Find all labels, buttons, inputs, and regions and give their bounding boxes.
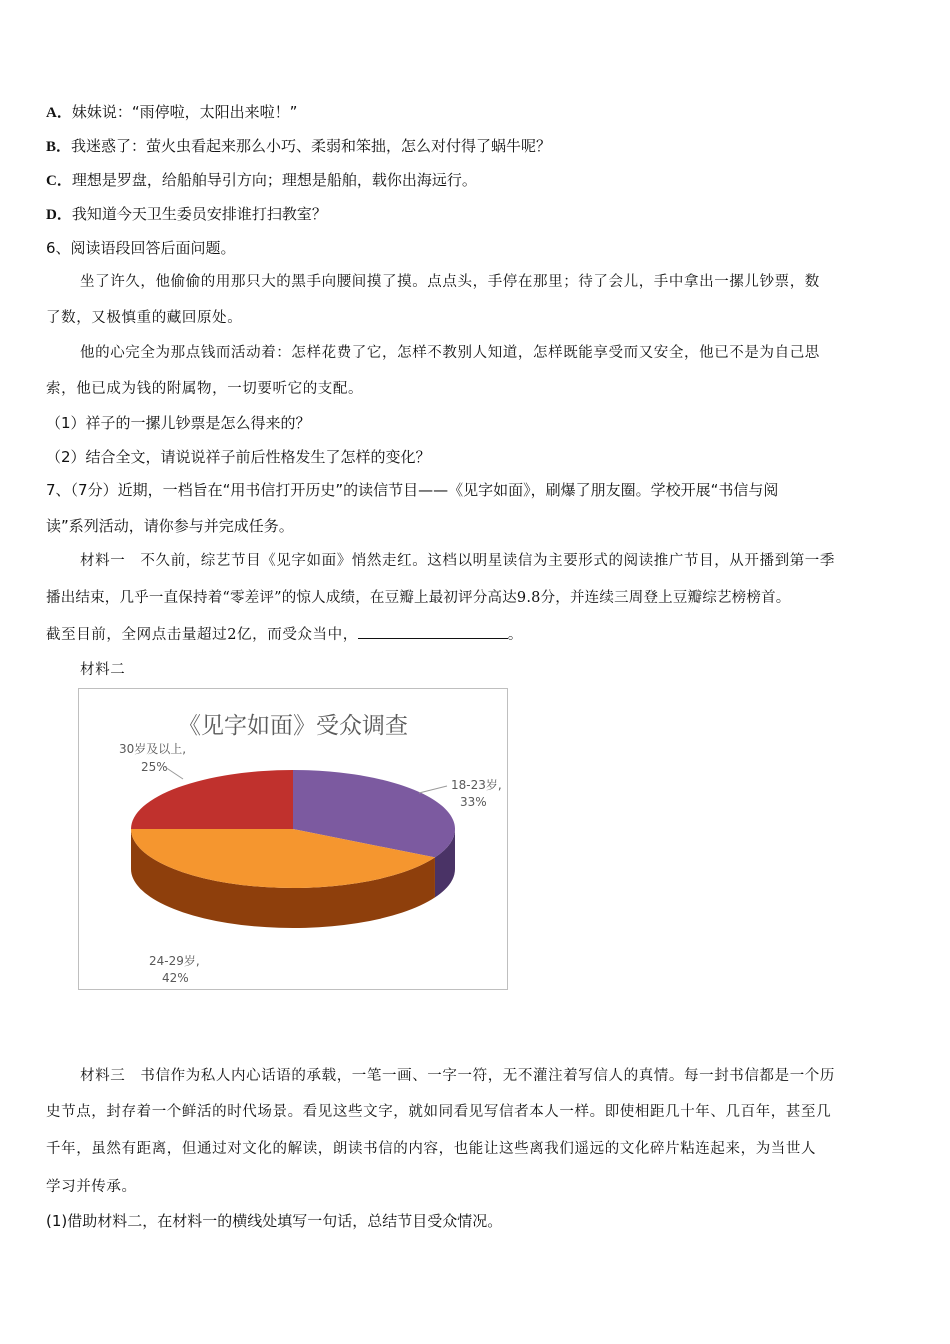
q6-para1-line1: 坐了许久，他偷偷的用那只大的黑手向腰间摸了摸。点点头，手停在那里；待了会儿，手中拿出一摞儿钞票，数 [80, 274, 820, 290]
option-a [46, 102, 908, 123]
q7-intro-line2: 读”系列活动，请你参与并完成任务。 [46, 517, 294, 535]
option-text: 理想是罗盘，给船舶导引方向；理想是船舶，载你出海远行。 [71, 171, 477, 189]
option-text: 我迷惑了：萤火虫看起来那么小巧、柔弱和笨拙，怎么对付得了蜗牛呢？ [71, 137, 552, 155]
material2-label: 材料二 [80, 662, 126, 678]
slice-percent: 33% [460, 795, 487, 809]
q6-sub-question-1: （1）祥子的一摞儿钞票是怎么得来的？ [46, 414, 311, 432]
option-letter: A． [46, 105, 72, 121]
q6-sub-question-2: （2）结合全文，请说说祥子前后性格发生了怎样的变化？ [46, 448, 431, 466]
material3-line2: 史节点，封存着一个鲜活的时代场景。看见这些文字，就如同看见写信者本人一样。即使相距几十年、几百年，甚至几 [46, 1104, 832, 1120]
option-b [46, 136, 908, 157]
chart-title: 《见字如面》受众调查 [178, 713, 408, 739]
q6-para2-line1: 他的心完全为那点钱而活动着：怎样花费了它，怎样不教别人知道，怎样既能享受而又安全，他已不是为自己思 [80, 345, 820, 361]
option-text: 我知道今天卫生委员安排谁打扫教室？ [71, 205, 327, 223]
option-letter: B． [46, 139, 72, 155]
slice-percent: 25% [141, 760, 168, 774]
material1-line3-end: 。 [507, 627, 523, 643]
slice-label: 24-29岁, [149, 954, 200, 968]
answer-blank[interactable] [358, 624, 508, 639]
option-letter: D． [46, 207, 72, 223]
material3-line4: 学习并传承。 [46, 1179, 137, 1195]
slice-percent: 42% [162, 971, 189, 985]
q6-title: 6、阅读语段回答后面问题。 [46, 239, 236, 257]
material1-line2: 播出结束，几乎一直保持着“零差评”的惊人成绩，在豆瓣上最初评分高达9.8分，并连续三周登上豆瓣综艺榜榜首。 [46, 590, 791, 606]
material1-line3-text: 截至目前，全网点击量超过2亿，而受众当中， [46, 627, 358, 643]
material3-line3: 千年，虽然有距离，但通过对文化的解读，朗读书信的内容，也能让这些离我们遥远的文化碎片粘连起来，为当世人 [46, 1141, 817, 1157]
slice-label-24-29 [149, 953, 200, 985]
leader-line [419, 786, 447, 793]
q6-para1-line2: 了数，又极慎重的藏回原处。 [46, 310, 243, 326]
slice-label: 30岁及以上, [119, 742, 187, 756]
material1-line1: 材料一 不久前，综艺节目《见字如面》悄然走红。这档以明星读信为主要形式的阅读推广节目，从开播到第一季 [80, 553, 835, 569]
slice-label: 18-23岁, [451, 778, 502, 792]
option-letter: C． [46, 173, 72, 189]
option-d [46, 204, 908, 225]
audience-pie-chart [78, 688, 508, 990]
pie-slice [131, 770, 293, 829]
pie-chart-svg [79, 689, 507, 989]
material1-line3 [46, 624, 908, 645]
material3-line1: 材料三 书信作为私人内心话语的承载，一笔一画、一字一符，无不灌注着写信人的真情。每一封书信都是一个历 [80, 1068, 835, 1084]
pie-slice-tops [131, 770, 455, 888]
slice-label-30-plus [119, 741, 186, 779]
option-text: 妹妹说：“雨停啦，太阳出来啦！” [71, 103, 298, 121]
q7-intro-line1: 7、（7分）近期，一档旨在“用书信打开历史”的读信节目——《见字如面》，刷爆了朋友圈。学校开展“书信与阅 [46, 481, 779, 499]
option-c [46, 170, 908, 191]
q6-para2-line2: 索，他已成为钱的附属物，一切要听它的支配。 [46, 381, 364, 397]
q7-task-1: (1)借助材料二，在材料一的横线处填写一句话，总结节目受众情况。 [46, 1212, 503, 1230]
leader-line [165, 767, 183, 779]
